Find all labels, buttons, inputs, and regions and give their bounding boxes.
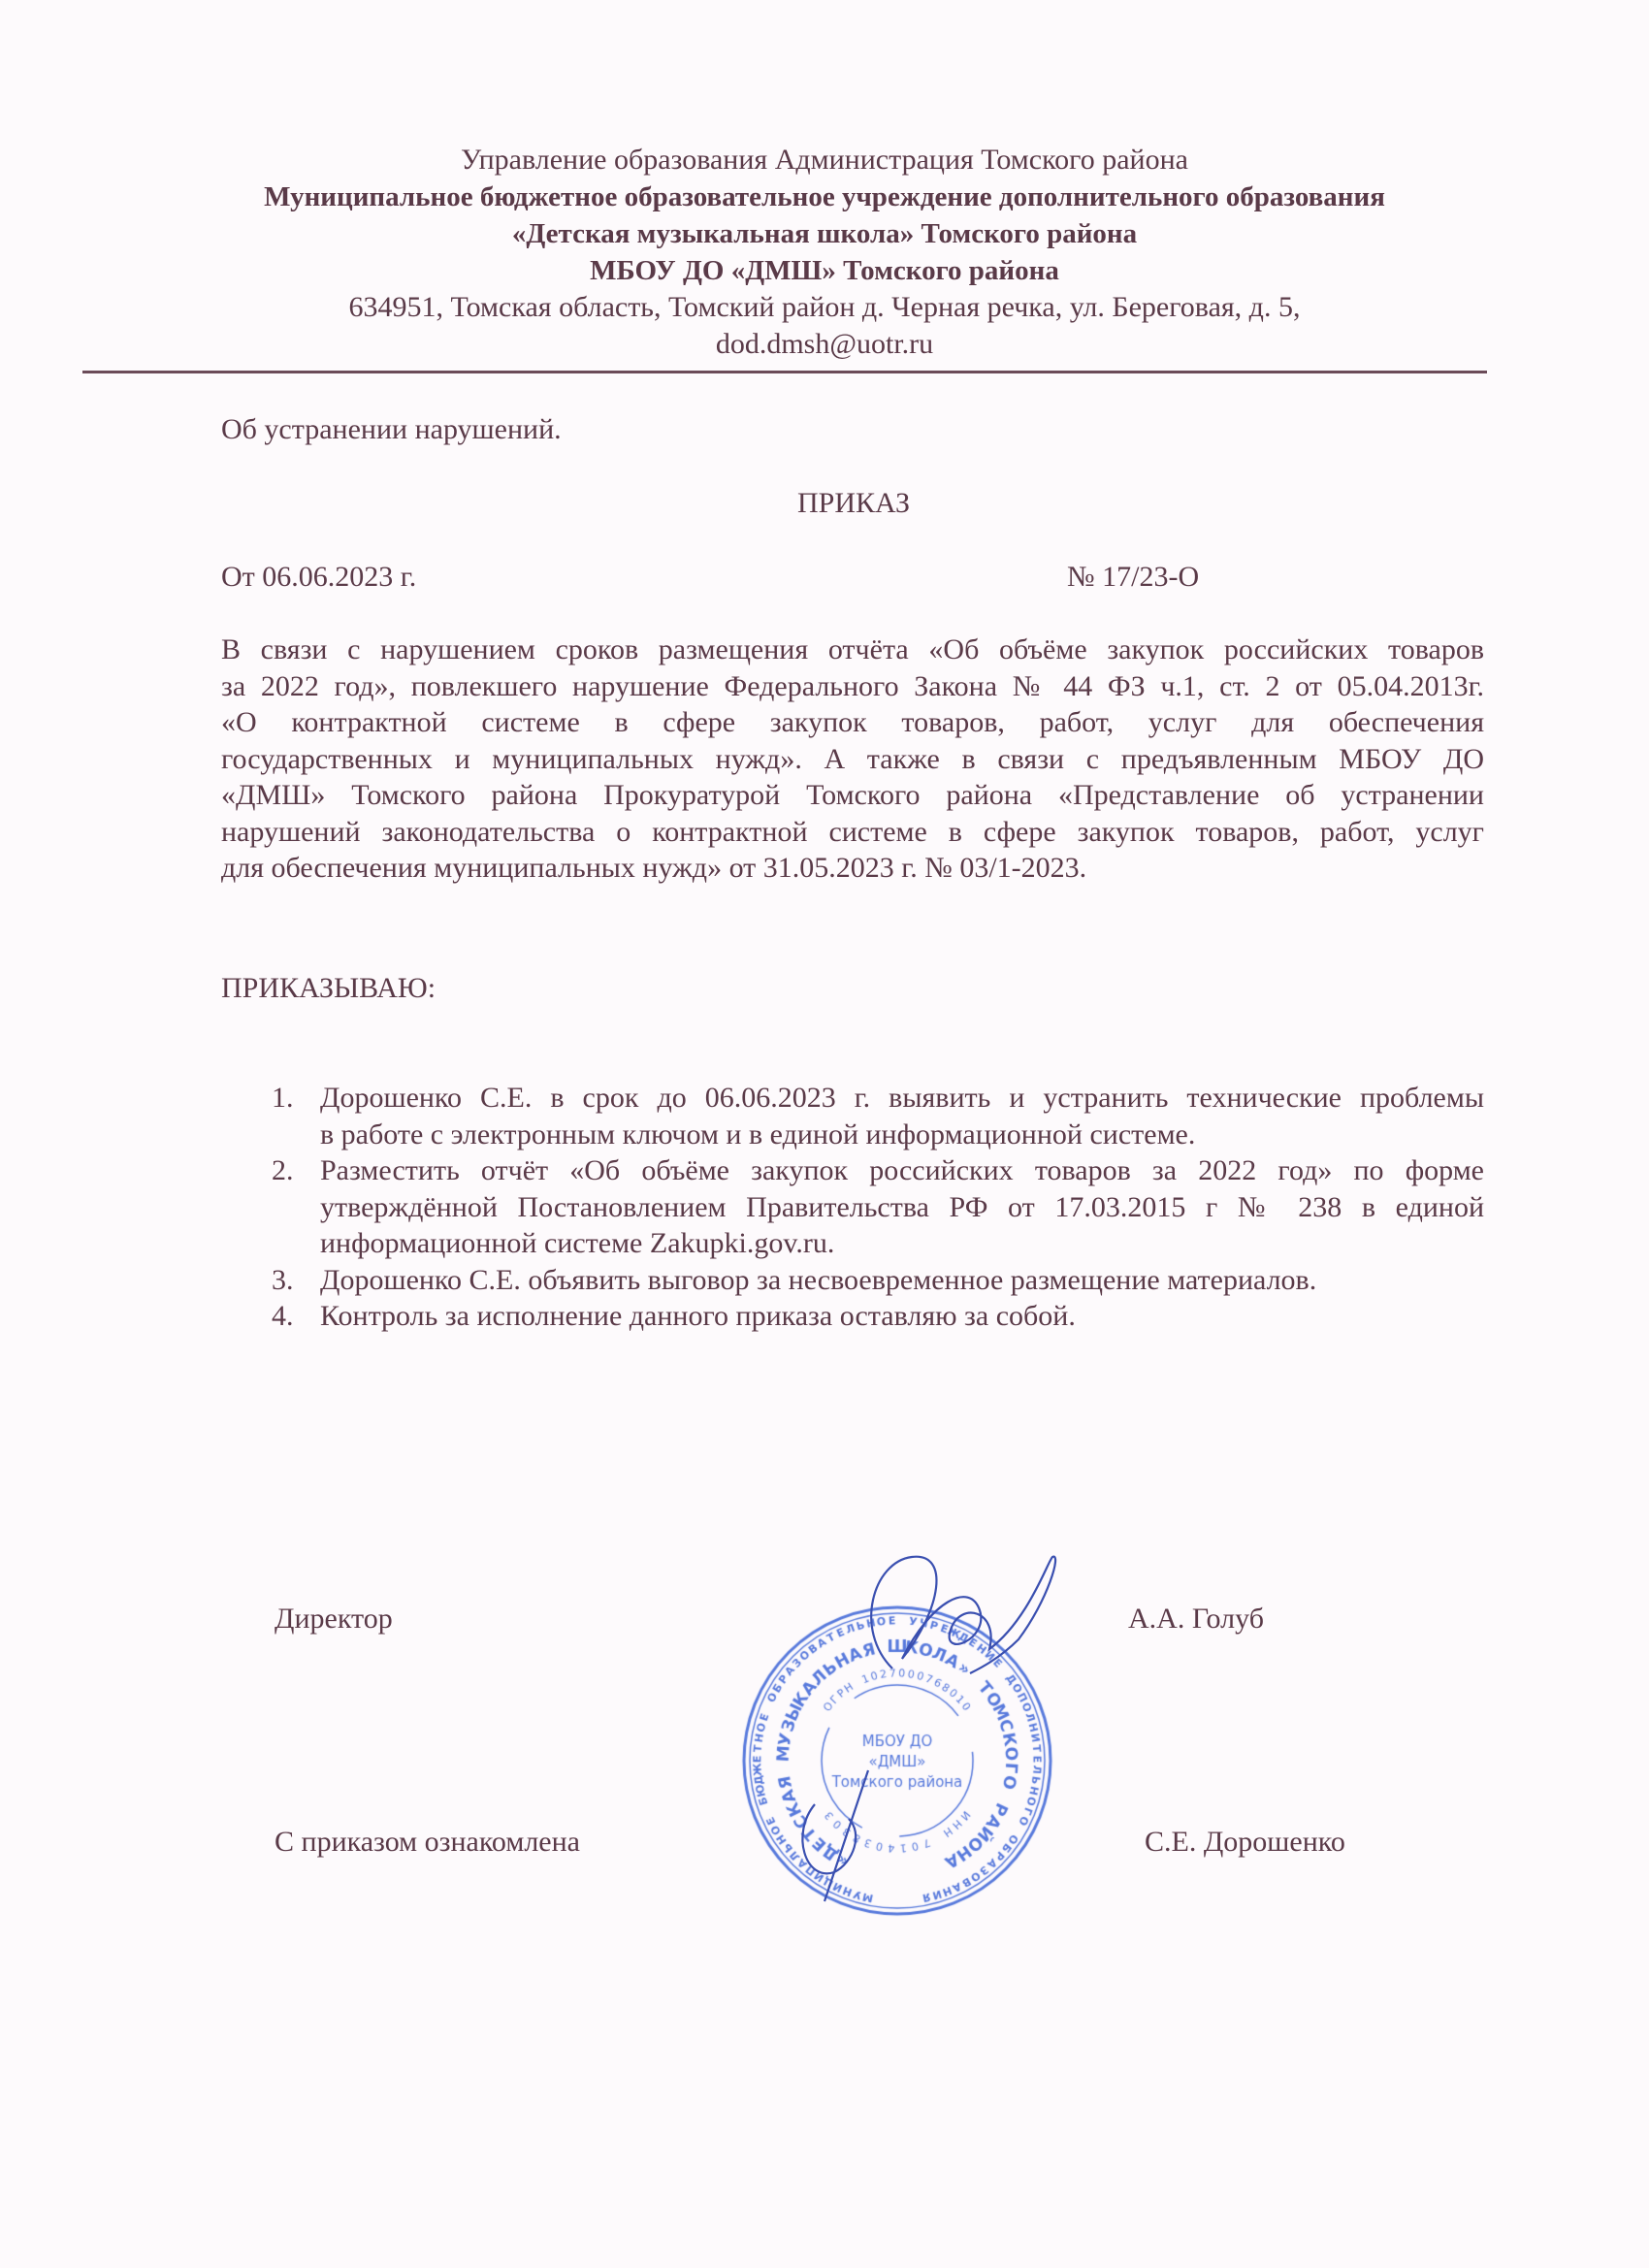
preamble-line: нарушений законодательства о контрактной системе в сфере закупок товаров, работ, услуг bbox=[221, 815, 1484, 848]
order-date: От 06.06.2023 г. bbox=[221, 561, 417, 593]
order-number: № 17/23-О bbox=[1067, 561, 1200, 593]
item-line: Дорошенко С.Е. объявить выговор за несвоевременное размещение материалов. bbox=[320, 1263, 1317, 1296]
preamble bbox=[221, 632, 1484, 887]
item-line: Разместить отчёт «Об объёме закупок российских товаров за 2022 год» по форме bbox=[320, 1154, 1484, 1186]
director-signature bbox=[834, 1542, 1067, 1736]
director-name: А.А. Голуб bbox=[1128, 1603, 1264, 1635]
list-item bbox=[221, 1152, 1484, 1262]
preamble-line: «ДМШ» Томского района Прокуратурой Томского района «Представление об устранении bbox=[221, 779, 1484, 811]
item-number: 2. bbox=[272, 1154, 294, 1186]
header-address: 634951, Томская область, Томский район д. Черная речка, ул. Береговая, д. 5, bbox=[348, 291, 1301, 323]
header-short-name: МБОУ ДО «ДМШ» Томского района bbox=[590, 255, 1059, 286]
header-institution: Муниципальное бюджетное образовательное учреждение дополнительного образования bbox=[264, 181, 1385, 212]
acknowledgement-label: С приказом ознакомлена bbox=[275, 1826, 580, 1858]
preamble-line: В связи с нарушением сроков размещения отчёта «Об объёме закупок российских товаров bbox=[221, 633, 1484, 665]
preamble-line: «О контрактной системе в сфере закупок товаров, работ, услуг для обеспечения bbox=[221, 706, 1484, 738]
item-number: 1. bbox=[272, 1082, 294, 1114]
item-number: 4. bbox=[272, 1300, 294, 1332]
acknowledgement-signature bbox=[786, 1766, 902, 1911]
header-divider bbox=[82, 371, 1487, 373]
preamble-line: для обеспечения муниципальных нужд» от 31.05.2023 г. № 03/1-2023. bbox=[221, 852, 1087, 884]
header-school-name: «Детская музыкальная школа» Томского района bbox=[511, 218, 1138, 249]
list-item bbox=[221, 1262, 1484, 1299]
document-type: ПРИКАЗ bbox=[797, 487, 910, 519]
list-item bbox=[221, 1080, 1484, 1152]
item-line: информационной системе Zakupki.gov.ru. bbox=[320, 1227, 835, 1259]
order-items bbox=[221, 1080, 1484, 1335]
order-word: ПРИКАЗЫВАЮ: bbox=[221, 972, 436, 1004]
subject-line: Об устранении нарушений. bbox=[221, 413, 562, 445]
header-authority: Управление образования Администрация Томского района bbox=[461, 144, 1188, 176]
header-email: dod.dmsh@uotr.ru bbox=[715, 328, 934, 360]
preamble-line: государственных и муниципальных нужд». А также в связи с предъявленным МБОУ ДО bbox=[221, 742, 1484, 775]
item-line: утверждённой Постановлением Правительства РФ от 17.03.2015 г № 238 в единой bbox=[320, 1190, 1484, 1223]
item-line: Контроль за исполнение данного приказа оставляю за собой. bbox=[320, 1300, 1076, 1332]
item-line: Дорошенко С.Е. в срок до 06.06.2023 г. выявить и устранить технические проблемы bbox=[320, 1082, 1484, 1114]
item-line: в работе с электронным ключом и в единой информационной системе. bbox=[320, 1118, 1196, 1150]
acknowledgement-name: С.Е. Дорошенко bbox=[1145, 1826, 1345, 1858]
list-item bbox=[221, 1298, 1484, 1335]
preamble-line: за 2022 год», повлекшего нарушение Федерального Закона № 44 ФЗ ч.1, ст. 2 от 05.04.2013г. bbox=[221, 669, 1484, 702]
item-number: 3. bbox=[272, 1263, 294, 1296]
director-label: Директор bbox=[275, 1603, 393, 1635]
